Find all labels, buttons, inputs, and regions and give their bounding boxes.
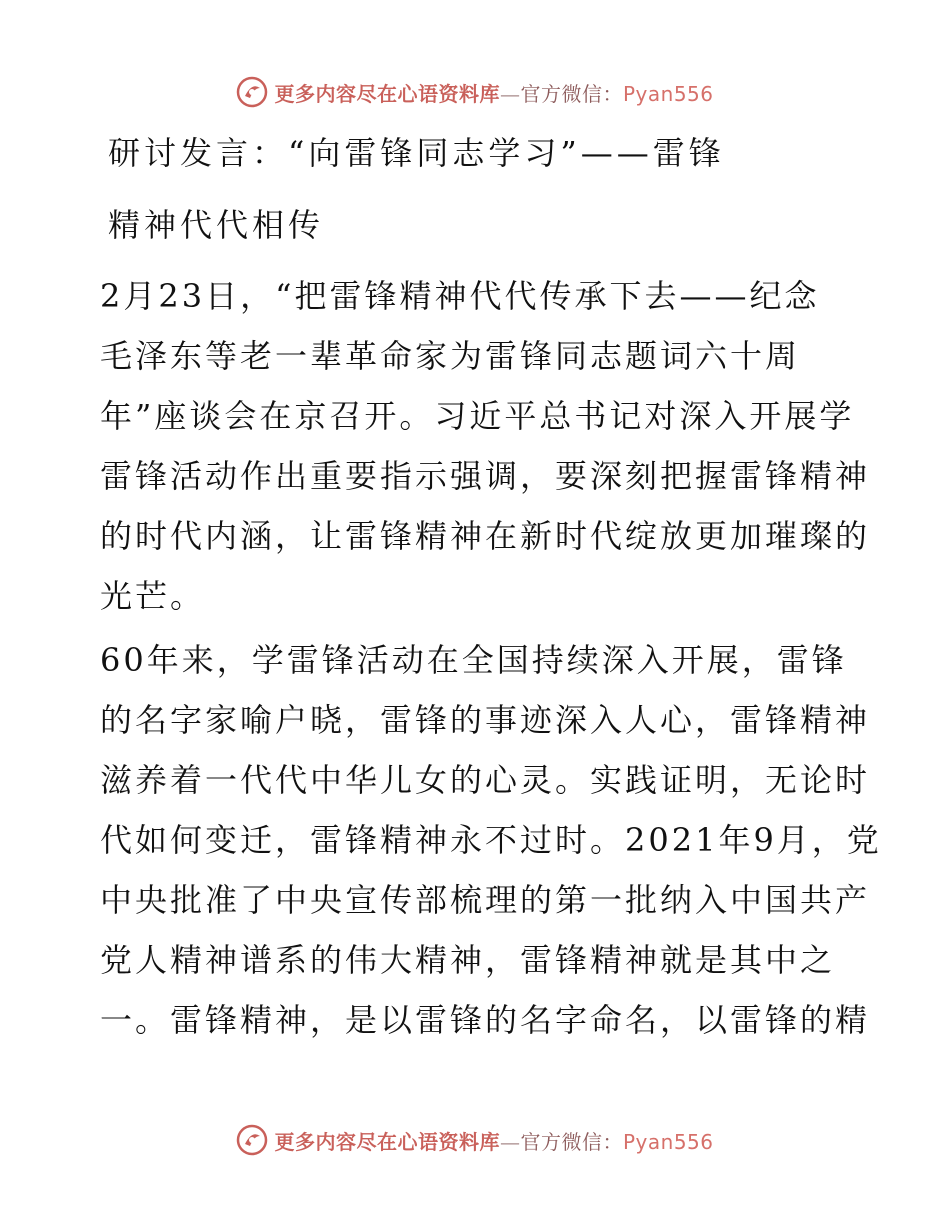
footer-watermark <box>0 1118 950 1162</box>
paragraph-line: 党人精神谱系的伟大精神，雷锋精神就是其中之 <box>100 941 836 979</box>
paragraph-line: 毛泽东等老一辈革命家为雷锋同志题词六十周 <box>100 337 801 375</box>
paragraph-2 <box>100 630 882 1050</box>
paragraph-line: 的名字家喻户晓，雷锋的事迹深入人心，雷锋精神 <box>100 701 871 739</box>
swirl-logo-icon <box>236 76 268 108</box>
document-title-line-2: 精神代代相传 <box>108 206 325 244</box>
swirl-logo-icon <box>236 1124 268 1156</box>
paragraph-line: 的时代内涵，让雷锋精神在新时代绽放更加璀璨的 <box>100 517 871 555</box>
paragraph-line: 年”座谈会在京召开。习近平总书记对深入开展学 <box>100 397 855 435</box>
paragraph-line: 雷锋活动作出重要指示强调，要深刻把握雷锋精神 <box>100 457 871 495</box>
watermark-official: 官方微信： <box>520 1129 623 1154</box>
watermark-dash: — <box>499 81 521 106</box>
header-watermark <box>0 70 950 114</box>
watermark-dash: — <box>499 1129 521 1154</box>
paragraph-line: 中央批准了中央宣传部梳理的第一批纳入中国共产 <box>100 881 871 919</box>
paragraph-line: 一。雷锋精神，是以雷锋的名字命名，以雷锋的精 <box>100 1001 871 1039</box>
watermark-brand: 更多内容尽在心语资料库 <box>274 1129 500 1154</box>
paragraph-line: 代如何变迁，雷锋精神永不过时。2021年9月，党 <box>100 821 882 859</box>
paragraph-line: 光芒。 <box>100 577 206 615</box>
watermark-wechat-id: Pyan556 <box>622 81 714 106</box>
document-title-line-1: 研讨发言：“向雷锋同志学习”——雷锋 <box>108 134 725 172</box>
paragraph-line: 2月23日，“把雷锋精神代代传承下去——纪念 <box>100 277 820 315</box>
paragraph-1 <box>100 266 871 626</box>
paragraph-line: 60年来，学雷锋活动在全国持续深入开展，雷锋 <box>100 641 847 679</box>
watermark-official: 官方微信： <box>520 81 623 106</box>
watermark-brand: 更多内容尽在心语资料库 <box>274 81 500 106</box>
paragraph-line: 滋养着一代代中华儿女的心灵。实践证明，无论时 <box>100 761 871 799</box>
watermark-wechat-id: Pyan556 <box>622 1129 714 1154</box>
